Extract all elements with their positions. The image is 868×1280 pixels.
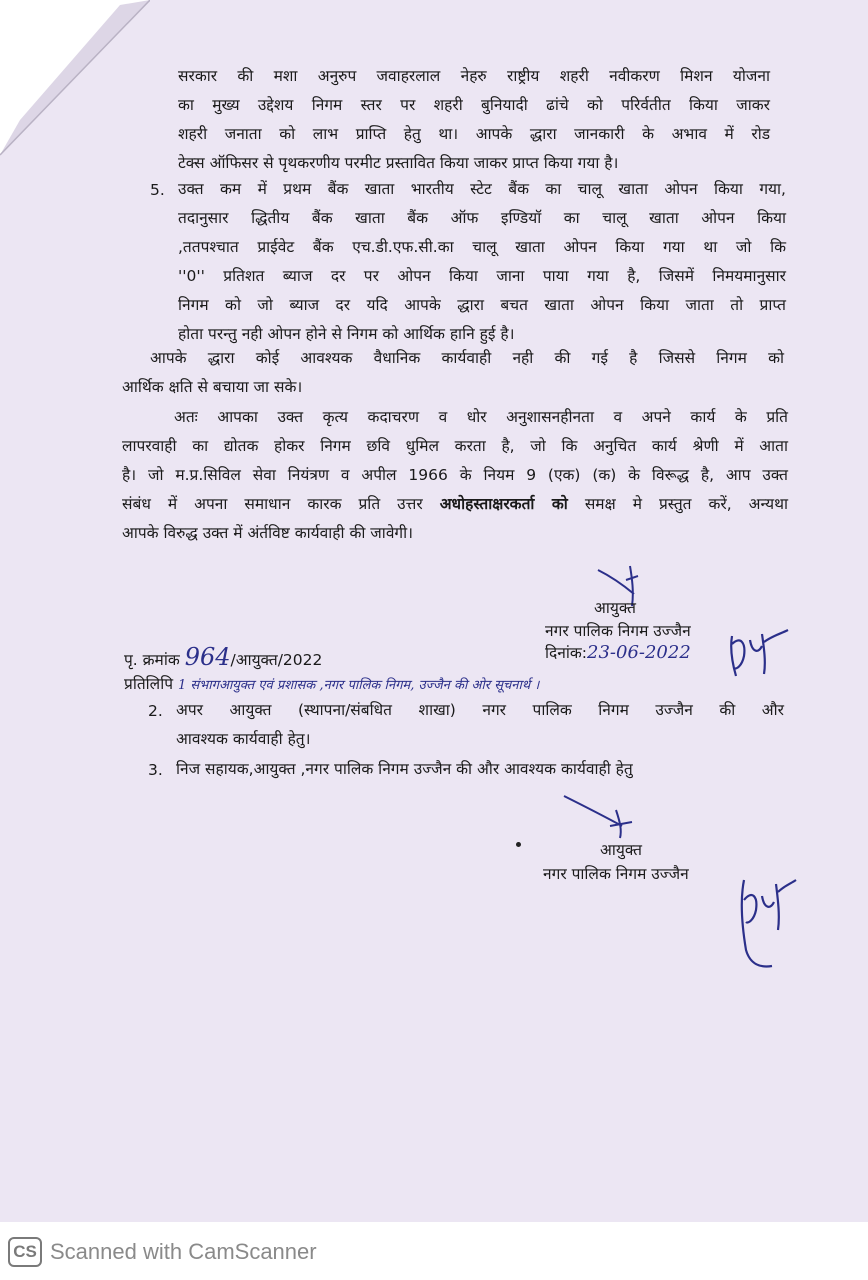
copy-item-2 [176,696,784,754]
text-line: लापरवाही का द्योतक होकर निगम छवि धुमिल करता है, जो कि अनुचित कार्य श्रेणी में आता [122,437,788,455]
designation-commissioner-2: आयुक्त [600,841,642,859]
reference-suffix: /आयुक्त/2022 [230,651,323,669]
text-line: आवश्यक कार्यवाही हेतु। [176,730,311,748]
text-line: शहरी जनाता को लाभ प्राप्ति हेतु था। आपके द्धारा जानकारी के अभाव में रोड [178,125,770,143]
stray-dot [516,842,521,847]
office-name-1: नगर पालिक निगम उज्जैन [545,622,691,640]
text-line: निगम को जो ब्याज दर यदि आपके द्धारा बचत खाता ओपन किया जाता तो प्राप्त [178,296,786,314]
copy-to-line [124,672,539,694]
designation-commissioner-1: आयुक्त [594,599,636,617]
action-paragraph [122,344,784,402]
text-line: का मुख्य उद्देशय निगम स्तर पर शहरी बुनियादी ढांचे को परिर्वतीत किया जाकर [178,96,770,114]
reference-number-handwritten: 964 [184,643,231,671]
text-line: अतः आपका उक्त कृत्य कदाचरण व धोर अनुशासनहीनता व अपने कार्य के प्रति [174,408,788,426]
text-line: आपके द्धारा कोई आवश्यक वैधानिक कार्यवाही नही की गई है जिससे निगम को [150,349,784,367]
text-line: होता परन्तु नही ओपन होने से निगम को आर्थिक हानि हुई है। [178,325,515,343]
office-name-2: नगर पालिक निगम उज्जैन [543,865,689,883]
camscanner-logo: CS [8,1237,42,1267]
scanner-watermark [8,1236,508,1268]
point-5-number: 5. [150,181,165,199]
copy-item-2-number: 2. [148,702,163,720]
text-line: ,ततपश्चात प्राईवेट बैंक एच.डी.एफ.सी.का चालू खाता ओपन किया गया था जो कि [178,238,786,256]
text-line: आर्थिक क्षति से बचाया जा सके। [122,378,303,396]
folded-corner [0,0,150,160]
copy-item-1-handwritten: 1 संभागआयुक्त एवं प्रशासक ,नगर पालिक निगम, उज्जैन की ओर सूचनार्थ । [177,678,540,693]
scanner-text: Scanned with CamScanner [50,1239,317,1264]
text-line: आपके विरुद्ध उक्त में अंर्तविष्ट कार्यवाही की जावेगी। [122,524,414,542]
copy-item-3-number: 3. [148,761,163,779]
date-label: दिनांक: [545,644,587,662]
date-line [545,641,691,663]
reference-prefix: पृ. क्रमांक [124,651,180,669]
conclusion-paragraph [122,403,788,548]
continuation-paragraph [178,62,770,178]
text-fragment: समक्ष मे प्रस्तुत करें, अन्यथा [567,495,788,513]
reference-line [124,643,322,671]
text-line: टेक्स ऑफिसर से पृथकरणीय परमीट प्रस्तावित किया जाकर प्राप्त किया गया है। [178,154,619,172]
text-fragment: संबंध में अपना समाधान कारक प्रति उत्तर [122,495,440,513]
text-line: सरकार की मशा अनुरुप जवाहरलाल नेहरु राष्ट्रीय शहरी नवीकरण मिशन योजना [178,67,770,85]
copy-to-label: प्रतिलिपि [124,675,174,693]
point-5-paragraph [178,175,786,349]
date-handwritten: 23-06-2022 [587,642,691,663]
text-line: तदानुसार द्धितीय बैंक खाता बैंक ऑफ इण्डियॉ का चालू खाता ओपन किया [178,209,786,227]
initials-signature-1 [722,622,792,684]
text-line: है। जो म.प्र.सिविल सेवा नियंत्रण व अपील 1966 के नियम 9 (एक) (क) के विरूद्ध है, आप उक्त [122,466,788,484]
text-line: ''0'' प्रतिशत ब्याज दर पर ओपन किया जाना पाया गया है, जिसमें निमयमानुसार [178,267,786,285]
text-line: उक्त कम में प्रथम बैंक खाता भारतीय स्टेट बैंक का चालू खाता ओपन किया गया, [178,180,786,198]
text-line: अपर आयुक्त (स्थापना/संबधित शाखा) नगर पालिक निगम उज्जैन की और [176,701,784,719]
signature-mark-2 [560,792,640,842]
copy-item-3: निज सहायक,आयुक्त ,नगर पालिक निगम उज्जैन की और आवश्यक कार्यवाही हेतु [176,760,633,778]
text-line [122,490,788,519]
signatory-emphasis: अधोहस्ताक्षरकर्ता को [439,495,568,513]
initials-signature-2 [730,870,800,970]
